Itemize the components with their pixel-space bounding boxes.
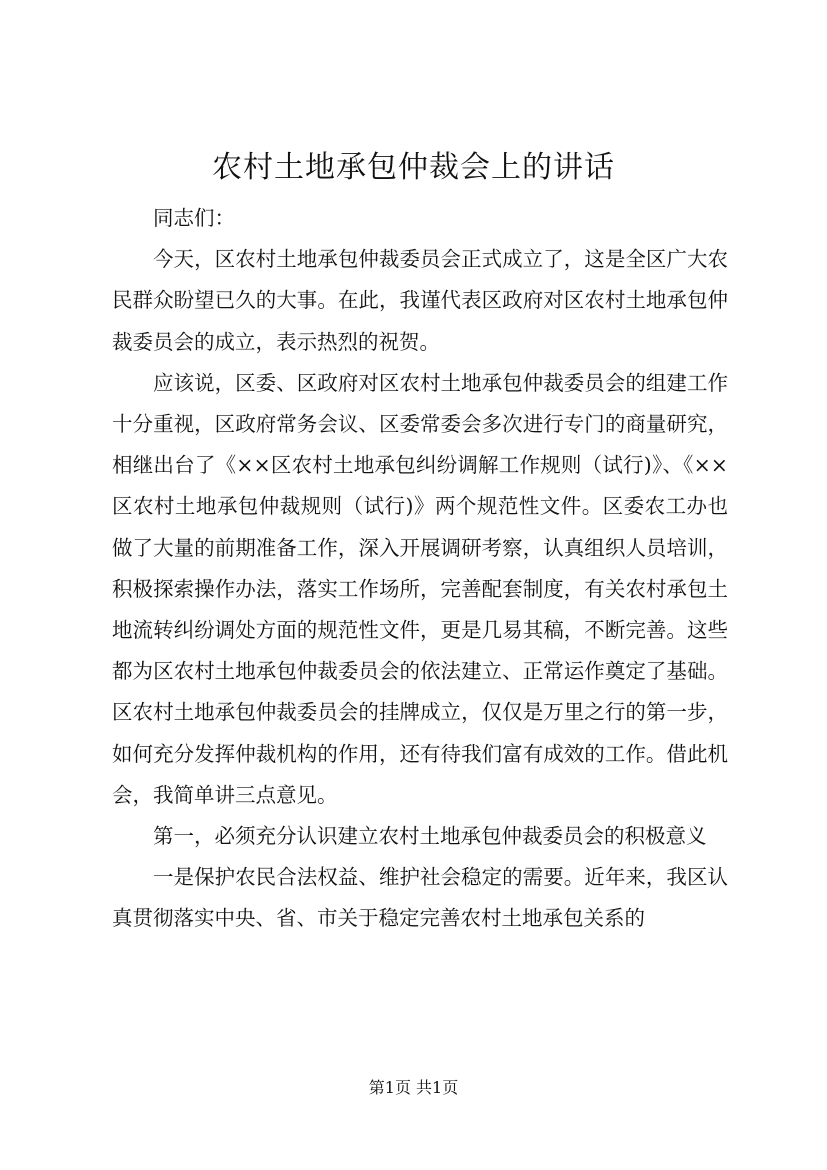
paragraph-3: 一是保护农民合法权益、维护社会稳定的需要。近年来，我区认真贯彻落实中央、省、市关于稳定完善农村土地承包关系的 — [112, 865, 728, 931]
paragraph-1: 今天，区农村土地承包仲裁委员会正式成立了，这是全区广大农民群众盼望已久的大事。在此，我谨代表区政府对区农村土地承包仲裁委员会的成立，表示热烈的祝贺。 — [112, 247, 728, 354]
document-body — [112, 198, 728, 940]
page-footer: 第1页 共1页 — [368, 1078, 459, 1097]
section-heading-1: 第一，必须充分认识建立农村土地承包仲裁委员会的积极意义 — [153, 824, 707, 849]
document-title: 农村土地承包仲裁会上的讲话 — [212, 150, 615, 185]
salutation: 同志们： — [153, 206, 235, 230]
paragraph-2: 应该说，区委、区政府对区农村土地承包仲裁委员会的组建工作十分重视，区政府常务会议、区委常委会多次进行专门的商量研究，相继出台了《××区农村土地承包纠纷调解工作规则（试行)》、《××区农村土地承包仲裁规则（试行)》两个规范性文件。区委农工办也做了大量的前期准备工作，深入开展调研考察，认真组织人员培训，积极探索操作办法，落实工作场所，完善配套制度，有关农村承包土地流转纠纷调处方面的规范性文件，更是几易其稿，不断完善。这些都为区农村土地承包仲裁委员会的依法建立、正常运作奠定了基础。区农村土地承包仲裁委员会的挂牌成立，仅仅是万里之行的第一步，如何充分发挥仲裁机构的作用，还有待我们富有成效的工作。借此机会，我简单讲三点意见。 — [112, 370, 728, 807]
